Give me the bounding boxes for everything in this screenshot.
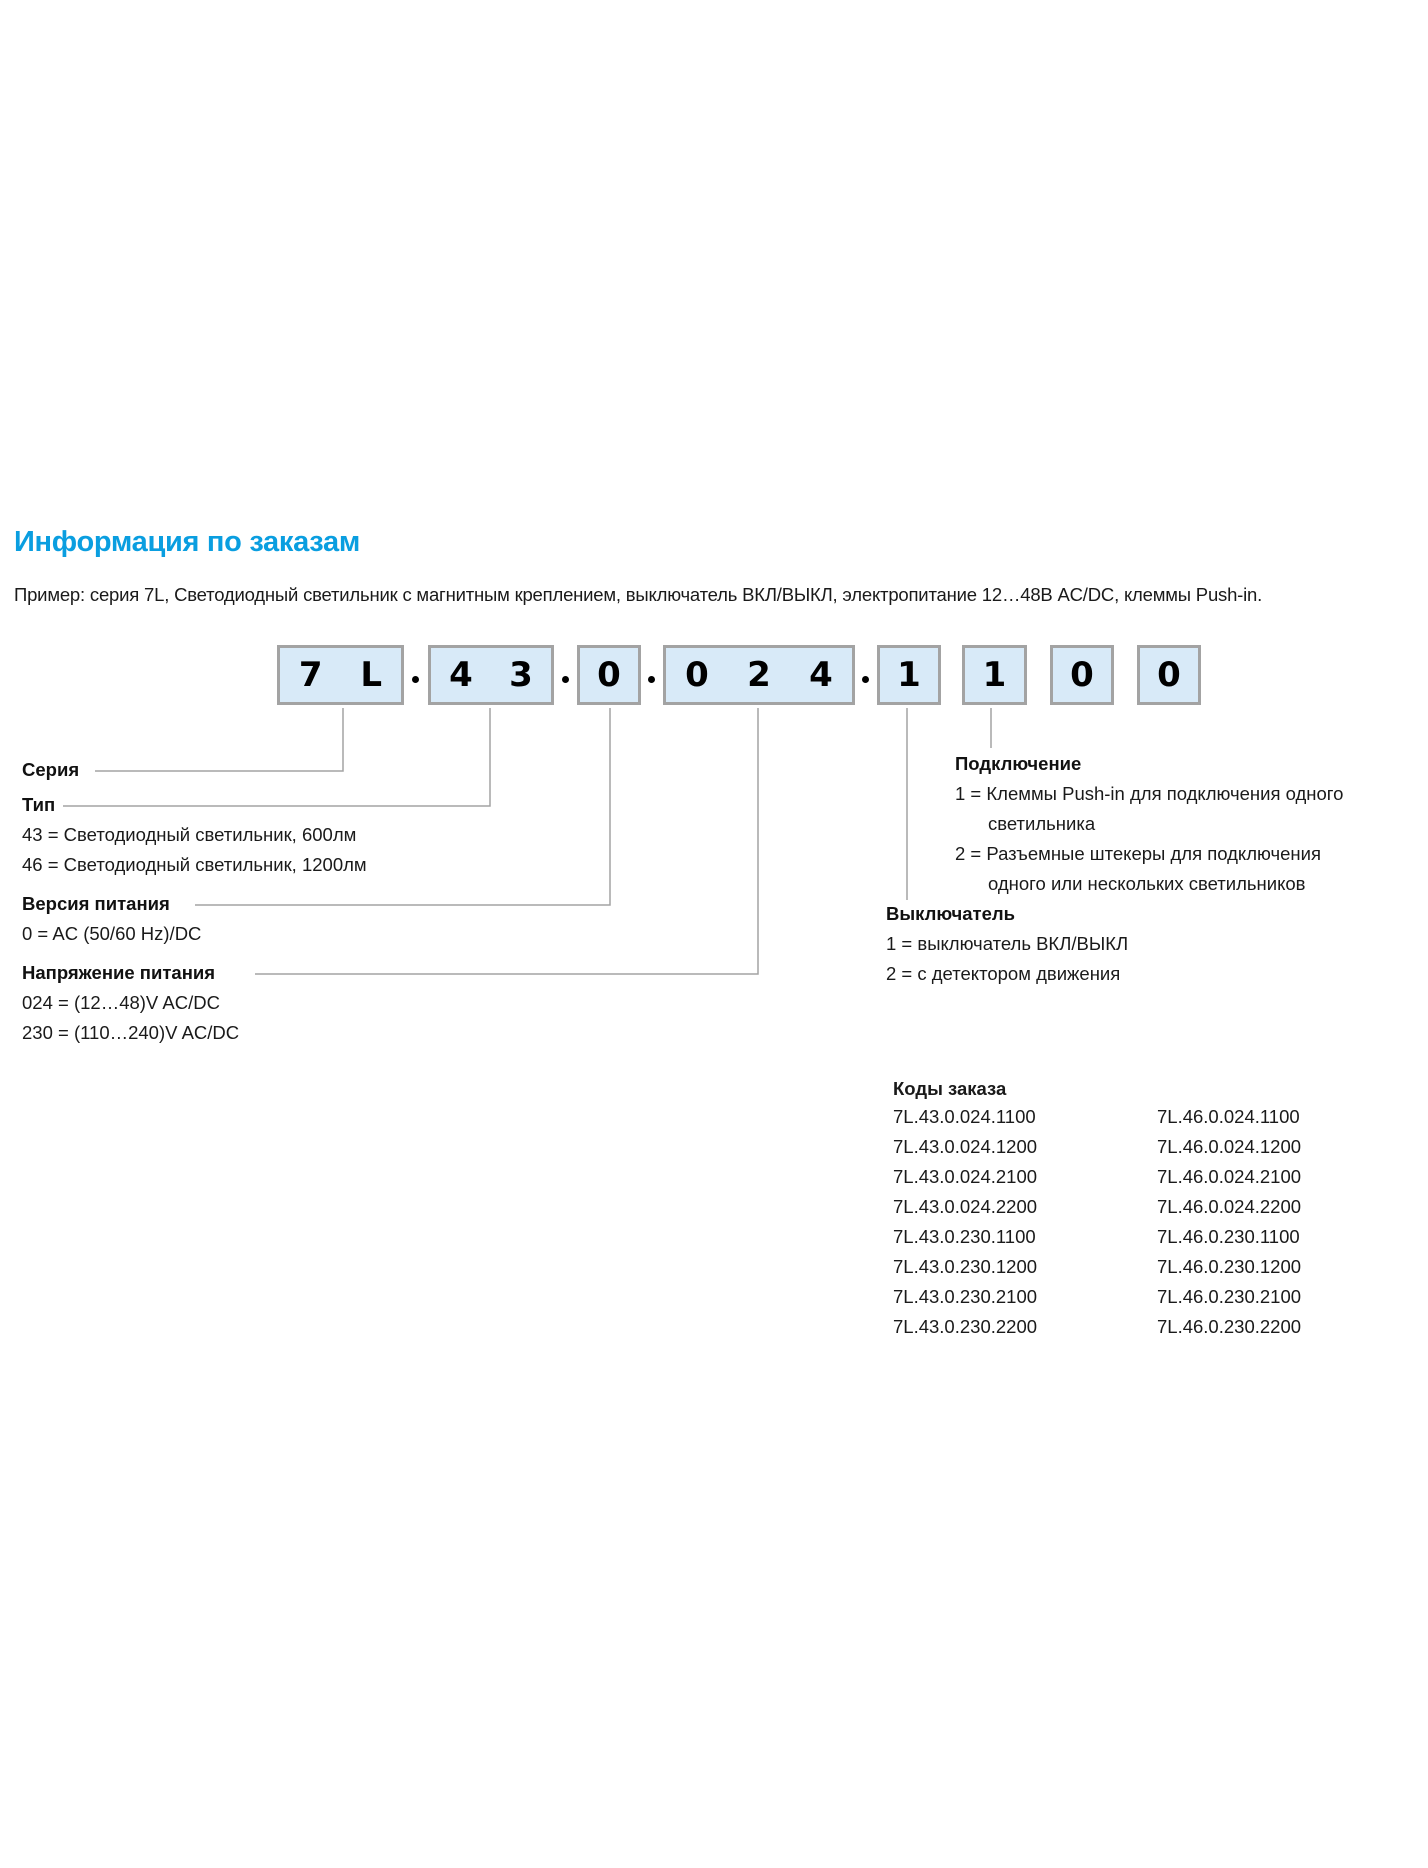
- code-char: 7: [298, 655, 323, 695]
- order-code: 7L.46.0.024.2100: [1157, 1166, 1302, 1187]
- separator-dot: [412, 676, 419, 683]
- code-char: 0: [1070, 655, 1094, 695]
- separator-dot: [562, 676, 569, 683]
- legend-connection-label: Подключение: [955, 753, 1089, 775]
- legend-supply-voltage-label: Напряжение питания: [22, 962, 223, 984]
- code-box-type: [428, 645, 554, 705]
- legend-connection-item: [955, 843, 1321, 865]
- code-box-digit-8: [1137, 645, 1201, 705]
- order-codes-title: Коды заказа: [893, 1078, 1007, 1099]
- code-box-switch: [877, 645, 941, 705]
- legend-type-label: Тип: [22, 794, 63, 816]
- order-code: 7L.46.0.230.2200: [1157, 1316, 1302, 1337]
- order-code: 7L.43.0.230.2100: [893, 1286, 1038, 1307]
- separator-dot: [648, 676, 655, 683]
- legend-connection-key: 2 =: [955, 843, 982, 864]
- order-code: 7L.43.0.024.1100: [893, 1106, 1036, 1127]
- separator-dot: [862, 676, 869, 683]
- code-box-series: [277, 645, 404, 705]
- order-code: 7L.46.0.024.1100: [1157, 1106, 1300, 1127]
- legend-connection-text: Клеммы Push-in для подключения одного: [986, 783, 1344, 804]
- code-char: 3: [509, 655, 533, 695]
- code-box-power-version: [577, 645, 641, 705]
- order-code: 7L.46.0.230.1100: [1157, 1226, 1300, 1247]
- legend-power-version-label: Версия питания: [22, 893, 178, 915]
- code-char: 0: [685, 655, 709, 695]
- code-char: 1: [982, 655, 1007, 695]
- order-code: 7L.43.0.024.2100: [893, 1166, 1038, 1187]
- page-title: Информация по заказам: [14, 526, 360, 558]
- legend-type-item: 43 = Светодиодный светильник, 600лм: [22, 824, 357, 845]
- example-description: Пример: серия 7L, Светодиодный светильник с магнитным креплением, выключатель ВКЛ/ВЫКЛ, электропитание 12…48В AC/DC, клеммы Push-in.: [14, 584, 1263, 605]
- legend-switch-item: 2 = с детектором движения: [886, 963, 1121, 984]
- legend-connection-cont: одного или нескольких светильников: [988, 873, 1306, 894]
- legend-type-item: 46 = Светодиодный светильник, 1200лм: [22, 854, 367, 875]
- code-char: 4: [449, 655, 473, 695]
- order-code: 7L.46.0.024.2200: [1157, 1196, 1302, 1217]
- legend-connection-cont: светильника: [988, 813, 1096, 834]
- legend-series-label: Серия: [22, 759, 87, 781]
- order-code: 7L.43.0.230.1100: [893, 1226, 1036, 1247]
- code-box-digit-7: [1050, 645, 1114, 705]
- legend-supply-voltage-item: 230 = (110…240)V AC/DC: [22, 1022, 240, 1043]
- legend-connection-item: [955, 783, 1343, 805]
- legend-connection-key: 1 =: [955, 783, 982, 804]
- code-char: L: [360, 655, 383, 695]
- legend-switch-label: Выключатель: [886, 903, 1023, 925]
- order-code: 7L.43.0.230.2200: [893, 1316, 1038, 1337]
- order-code: 7L.46.0.024.1200: [1157, 1136, 1302, 1157]
- connector-type: [60, 708, 490, 806]
- code-box-connection: [962, 645, 1027, 705]
- order-code: 7L.46.0.230.1200: [1157, 1256, 1302, 1277]
- order-codes-column-46: [1157, 1102, 1301, 1342]
- code-char: 1: [897, 655, 921, 695]
- order-code: 7L.43.0.230.1200: [893, 1256, 1038, 1277]
- order-code: 7L.46.0.230.2100: [1157, 1286, 1302, 1307]
- order-code: 7L.43.0.024.1200: [893, 1136, 1038, 1157]
- connector-series: [95, 708, 343, 771]
- legend-power-version-item: 0 = AC (50/60 Hz)/DC: [22, 923, 202, 944]
- code-char: 2: [747, 655, 771, 695]
- legend-connection-text: Разъемные штекеры для подключения: [986, 843, 1321, 864]
- order-codes-column-43: [893, 1102, 1037, 1342]
- code-char: 0: [1157, 655, 1181, 695]
- code-char: 4: [809, 655, 833, 695]
- order-code: 7L.43.0.024.2200: [893, 1196, 1038, 1217]
- code-box-supply-voltage: [663, 645, 855, 705]
- legend-switch-item: 1 = выключатель ВКЛ/ВЫКЛ: [886, 933, 1129, 954]
- code-char: 0: [597, 655, 621, 695]
- legend-supply-voltage-item: 024 = (12…48)V AC/DC: [22, 992, 220, 1013]
